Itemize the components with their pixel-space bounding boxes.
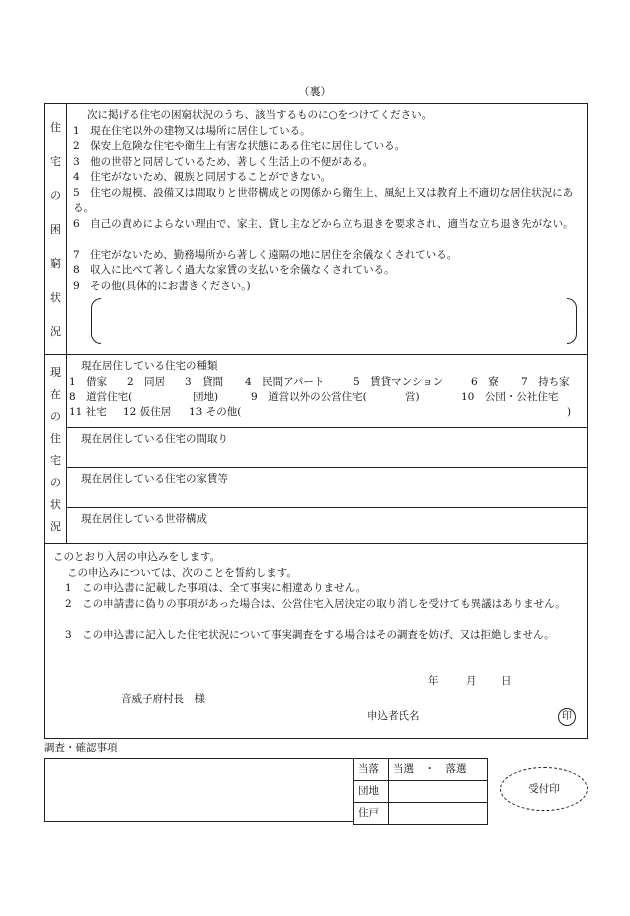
- side-char: の: [50, 475, 61, 489]
- table-row: [354, 781, 488, 803]
- housing-type-row-2: [69, 390, 581, 405]
- side-char: 困: [50, 222, 61, 236]
- difficulty-item-6[interactable]: 6 自己の責めによらない理由で、家主、貸し主などから立ち退きを要求され、適当な立ち退き先がない。: [73, 217, 574, 230]
- survey-label-result: 当落: [354, 759, 389, 781]
- difficulty-side-label: [45, 104, 67, 354]
- left-bracket: [91, 298, 101, 344]
- survey-label-complex: 団地: [354, 781, 389, 803]
- type-option-suffix: 団地): [193, 390, 219, 403]
- page-heading: （裏）: [298, 85, 332, 98]
- type-option[interactable]: 12 仮住居: [123, 405, 172, 418]
- type-option[interactable]: 3 貸間: [185, 375, 224, 388]
- survey-label-unit: 住戸: [354, 803, 389, 825]
- side-char: 況: [50, 324, 61, 338]
- type-option[interactable]: 5 賃貸マンション: [353, 375, 444, 388]
- current-content: [67, 355, 587, 543]
- pledge-item-1: 1 この申込書に記載した事項は、全て事実に相違ありません。: [65, 582, 367, 594]
- type-option[interactable]: 1 借家: [69, 375, 108, 388]
- type-option[interactable]: 6 寮: [471, 375, 499, 388]
- pledge-item-3: 3 この申込書に記入した住宅状況について事実調査をする場合はその調査を妨げ、又は拒絶しません。: [65, 628, 555, 641]
- table-row: [354, 759, 488, 781]
- side-char: 在: [50, 387, 61, 401]
- side-char: 宅: [50, 154, 61, 168]
- pledge-item-2: 2 この申請書に偽りの事項があった場合は、公営住宅入居決定の取り消しを受けても異議はありません。: [65, 597, 566, 610]
- type-option-suffix: ): [567, 405, 572, 418]
- pledge-text: [53, 550, 579, 659]
- side-char: の: [50, 409, 61, 423]
- type-option[interactable]: 4 民間アパート: [245, 375, 325, 388]
- applicant-name-label[interactable]: 申込者氏名: [367, 710, 420, 722]
- type-option[interactable]: 9 道営以外の公営住宅(: [251, 390, 367, 403]
- side-char: 状: [50, 497, 61, 511]
- type-option[interactable]: 8 道営住宅(: [69, 390, 133, 403]
- type-option[interactable]: 7 持ち家: [521, 375, 570, 388]
- housing-type-title: 現在居住している住宅の種類: [81, 360, 218, 372]
- household-field[interactable]: [67, 507, 587, 544]
- side-char: 状: [50, 290, 61, 304]
- survey-title: 調査・確認事項: [44, 742, 118, 754]
- pledge-line-2: この申込みについては、次のことを誓約します。: [67, 566, 297, 579]
- survey-table: [353, 758, 488, 825]
- type-option-suffix: 営): [405, 390, 420, 403]
- survey-value-unit[interactable]: [389, 803, 488, 825]
- type-option[interactable]: 13 その他(: [189, 405, 242, 418]
- side-char: 住: [50, 431, 61, 445]
- housing-type-row-3: [69, 405, 581, 420]
- date-month[interactable]: 月: [466, 675, 477, 687]
- housing-difficulty-section: [44, 103, 588, 355]
- difficulty-item-5[interactable]: 5 住宅の規模、設備又は間取りと世帯構成との関係から衛生上、風紀上又は教育上不適切な居住状況にある。: [73, 186, 574, 214]
- housing-type-block: [67, 355, 587, 427]
- survey-value-result[interactable]: 当選 ・ 落選: [389, 759, 488, 781]
- difficulty-item-1[interactable]: 1 現在住宅以外の建物又は場所に居住している。: [73, 124, 311, 137]
- current-side-label: [45, 355, 67, 543]
- side-char: 況: [50, 519, 61, 533]
- pledge-section: [44, 543, 588, 739]
- difficulty-item-9[interactable]: 9 その他(具体的にお書きください。): [73, 279, 251, 292]
- reception-stamp: 受付印: [500, 767, 588, 811]
- rent-field[interactable]: [67, 467, 587, 507]
- layout-field[interactable]: [67, 427, 587, 467]
- type-option[interactable]: 11 社宅: [69, 405, 107, 418]
- table-row: [354, 803, 488, 825]
- side-char: 宅: [50, 453, 61, 467]
- right-bracket: [567, 298, 577, 344]
- difficulty-item-8[interactable]: 8 収入に比べて著しく過大な家賃の支払いを余儀なくされている。: [73, 264, 395, 276]
- difficulty-item-3[interactable]: 3 他の世帯と同居しているため、著しく生活上の不便がある。: [73, 155, 374, 168]
- addressee: 音威子府村長 様: [121, 693, 205, 705]
- side-char: 現: [50, 365, 61, 379]
- type-option[interactable]: 2 同居: [127, 375, 166, 388]
- difficulty-item-7[interactable]: 7 住宅がないため、勤務場所から著しく遠隔の地に居住を余儀なくされている。: [73, 248, 458, 261]
- difficulty-item-2[interactable]: 2 保安上危険な住宅や衛生上有害な状態にある住宅に居住している。: [73, 140, 406, 152]
- side-char: の: [50, 188, 61, 202]
- household-label: 現在居住している世帯構成: [81, 513, 207, 525]
- difficulty-intro: 次に掲げる住宅の困窮状況のうち、該当するものに○をつけてください。: [87, 109, 433, 121]
- other-details-field[interactable]: [91, 298, 577, 344]
- type-option[interactable]: 10 公団・公社住宅: [461, 390, 559, 403]
- housing-type-row-1: [69, 375, 581, 390]
- difficulty-item-4[interactable]: 4 住宅がないため、親族と同居することができない。: [73, 171, 332, 183]
- date-day[interactable]: 日: [501, 675, 512, 687]
- pledge-line-1: このとおり入居の申込みをします。: [53, 551, 221, 563]
- survey-value-complex[interactable]: [389, 781, 488, 803]
- seal-mark-icon: 印: [558, 708, 576, 726]
- rent-label: 現在居住している住宅の家賃等: [81, 473, 228, 485]
- date-year[interactable]: 年: [428, 675, 439, 687]
- current-housing-section: [44, 354, 588, 544]
- difficulty-content: [67, 104, 587, 354]
- layout-label: 現在居住している住宅の間取り: [81, 433, 228, 445]
- side-char: 住: [50, 120, 61, 134]
- side-char: 窮: [50, 256, 61, 270]
- survey-notes-box[interactable]: [44, 758, 354, 822]
